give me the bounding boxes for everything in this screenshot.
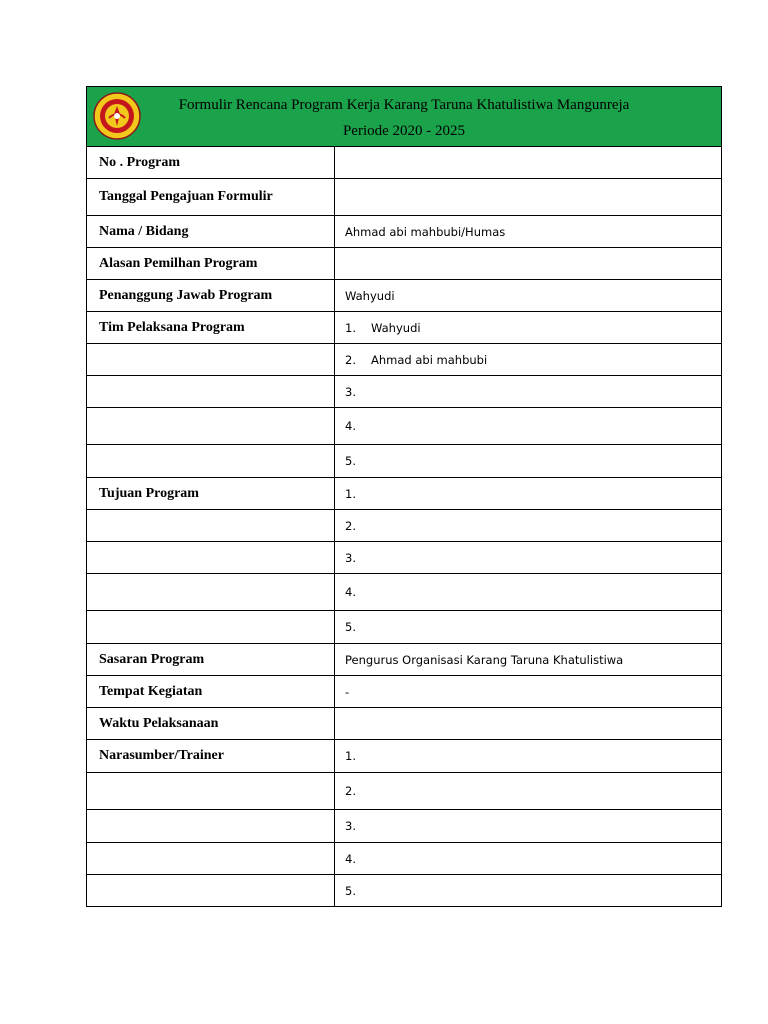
form-row-value-cell (335, 445, 722, 478)
list-number: 1. (345, 749, 356, 763)
form-title-line1: Formulir Rencana Program Kerja Karang Taruna Khatulistiwa Mangunreja (178, 96, 630, 113)
form-row-label (87, 875, 335, 907)
form-row (87, 810, 722, 843)
form-row-label: No . Program (87, 147, 335, 179)
form-row-value-cell (335, 810, 722, 843)
list-number: 4. (345, 851, 356, 866)
form-row-value-cell (335, 312, 722, 344)
form-row (87, 280, 722, 312)
form-row-value-cell (335, 216, 722, 248)
form-row (87, 248, 722, 280)
form-row-value: Ahmad abi mahbubi/Humas (345, 224, 506, 239)
form-row-value: Wahyudi (345, 288, 395, 303)
form-row-label (87, 843, 335, 875)
form-title (87, 90, 721, 144)
form-row (87, 676, 722, 708)
form-row-value-cell (335, 773, 722, 810)
form-title-line2: Periode 2020 - 2025 (342, 122, 466, 139)
list-number: 5. (345, 883, 356, 898)
form-row-label: Nama / Bidang (87, 216, 335, 248)
form-row-label: Sasaran Program (87, 644, 335, 676)
list-number: 5. (345, 620, 356, 634)
form-row-label: Waktu Pelaksanaan (87, 708, 335, 740)
form-row (87, 376, 722, 408)
form-row (87, 445, 722, 478)
form-header-row (87, 87, 722, 147)
form-row (87, 843, 722, 875)
form-row-label (87, 773, 335, 810)
form-row-value: Pengurus Organisasi Karang Taruna Khatulistiwa (345, 652, 624, 667)
list-number: 2. (345, 518, 356, 533)
form-row-value-cell (335, 408, 722, 445)
list-number: 3. (345, 819, 356, 833)
form-row-label: Narasumber/Trainer (87, 740, 335, 773)
list-number: 5. (345, 454, 356, 468)
list-number: 2. (345, 784, 356, 798)
form-row-label: Penanggung Jawab Program (87, 280, 335, 312)
list-number: 3. (345, 550, 356, 565)
form-row-value: Ahmad abi mahbubi (371, 352, 488, 367)
form-row (87, 574, 722, 611)
form-row (87, 875, 722, 907)
form-row-value-cell (335, 147, 722, 179)
form-row-value-cell (335, 478, 722, 510)
form-row-value-cell (335, 843, 722, 875)
program-form-table (86, 86, 722, 907)
form-row-value-cell (335, 510, 722, 542)
list-number: 3. (345, 384, 356, 399)
form-row-value-cell (335, 740, 722, 773)
list-number: 1. (345, 486, 356, 501)
form-row-value-cell (335, 542, 722, 574)
form-row-label (87, 611, 335, 644)
form-row-label (87, 810, 335, 843)
form-row-value-cell (335, 344, 722, 376)
form-row-value-cell (335, 644, 722, 676)
form-row (87, 542, 722, 574)
list-number: 4. (345, 419, 356, 433)
form-row-label (87, 408, 335, 445)
form-row (87, 478, 722, 510)
form-row (87, 179, 722, 216)
form-row-value-cell (335, 248, 722, 280)
form-row-label (87, 510, 335, 542)
form-row-value: - (345, 684, 350, 699)
form-row-value-cell (335, 708, 722, 740)
form-row-value-cell (335, 179, 722, 216)
form-row (87, 644, 722, 676)
form-row-label: Tanggal Pengajuan Formulir (87, 179, 335, 216)
form-row (87, 773, 722, 810)
form-row (87, 312, 722, 344)
karang-taruna-emblem-icon (93, 92, 141, 140)
form-row (87, 740, 722, 773)
form-row-value: Wahyudi (371, 320, 421, 335)
form-row (87, 408, 722, 445)
form-row-value-cell (335, 280, 722, 312)
form-row (87, 611, 722, 644)
form-row-label: Tim Pelaksana Program (87, 312, 335, 344)
form-row-label (87, 574, 335, 611)
form-row-label (87, 376, 335, 408)
form-row-value-cell (335, 574, 722, 611)
form-row-value-cell (335, 611, 722, 644)
form-row-label (87, 344, 335, 376)
form-row-value-cell (335, 676, 722, 708)
form-header (87, 87, 722, 147)
form-row-value-cell (335, 376, 722, 408)
list-number: 1. (345, 320, 356, 335)
form-row (87, 216, 722, 248)
form-row-label: Alasan Pemilhan Program (87, 248, 335, 280)
form-row (87, 708, 722, 740)
list-number: 2. (345, 352, 356, 367)
list-number: 4. (345, 585, 356, 599)
form-row-value-cell (335, 875, 722, 907)
form-row-label (87, 542, 335, 574)
form-row (87, 147, 722, 179)
form-row-label: Tujuan Program (87, 478, 335, 510)
form-row-label (87, 445, 335, 478)
form-row (87, 510, 722, 542)
form-row-label: Tempat Kegiatan (87, 676, 335, 708)
form-row (87, 344, 722, 376)
